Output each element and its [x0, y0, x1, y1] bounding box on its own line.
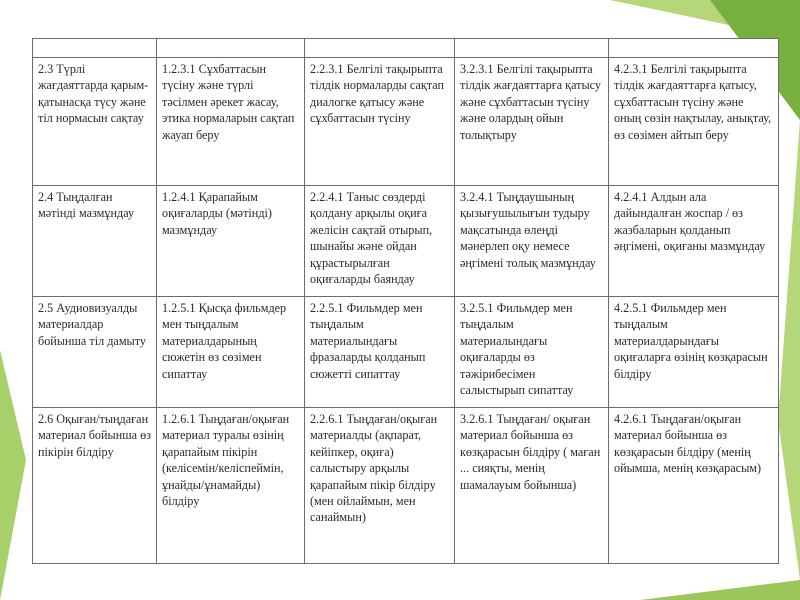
grade4-cell: 4.2.4.1 Алдын ала дайындалған жоспар / өз жазбаларын қолданып әңгімені, оқиғаны мазмұндау	[609, 186, 779, 297]
topic-cell: 2.3 Түрлі жағдаяттарда қарым-қатынасқа түсу және тіл нормасын сақтау	[33, 58, 157, 186]
header-cell	[609, 39, 779, 58]
grade2-cell: 2.2.5.1 Фильмдер мен тыңдалым материалындағы фразаларды қолданып сюжетті сипаттау	[305, 297, 455, 408]
table-row	[33, 297, 779, 408]
table-header-row	[33, 39, 779, 58]
header-cell	[455, 39, 609, 58]
grade2-cell: 2.2.4.1 Таныс сөздерді қолдану арқылы оқиға желісін сақтай отырып, шынайы және ойдан құрастырылған оқиғаларды баяндау	[305, 186, 455, 297]
grade3-cell: 3.2.3.1 Белгілі тақырыпта тілдік жағдаяттарға қатысу және сұхбаттасын түсіну және олардың ойын толықтыру	[455, 58, 609, 186]
table-row	[33, 186, 779, 297]
grade3-cell: 3.2.4.1 Тыңдаушының қызығушылығын тудыру мақсатында өлеңді мәнерлеп оқу немесе әңгімені толық мазмұндау	[455, 186, 609, 297]
header-cell	[157, 39, 305, 58]
grade4-cell: 4.2.3.1 Белгілі тақырыпта тілдік жағдаяттарға қатысу, сұхбаттасын түсіну және оның сөзін нақтылау, анықтау, өз сөзімен айтып беру	[609, 58, 779, 186]
grade1-cell: 1.2.3.1 Сұхбаттасын түсіну және түрлі тәсілмен әрекет жасау, этика нормаларын сақтап жауап беру	[157, 58, 305, 186]
table-row	[33, 408, 779, 564]
decor-triangle-bottom	[640, 580, 800, 600]
grade1-cell: 1.2.4.1 Қарапайым оқиғаларды (мәтінді) мазмұндау	[157, 186, 305, 297]
header-cell	[33, 39, 157, 58]
header-cell	[305, 39, 455, 58]
grade1-cell: 1.2.6.1 Тыңдаған/оқыған материал туралы өзінің қарапайым пікірін (келісемін/келіспеймін, ұнайды/ұнамайды) білдіру	[157, 408, 305, 564]
topic-cell: 2.6 Оқыған/тыңдаған материал бойынша өз пікірін білдіру	[33, 408, 157, 564]
curriculum-table	[32, 38, 779, 564]
decor-triangle-right	[778, 120, 800, 580]
grade1-cell: 1.2.5.1 Қысқа фильмдер мен тыңдалым материалдарының сюжетін өз сөзімен сипаттау	[157, 297, 305, 408]
grade4-cell: 4.2.6.1 Тыңдаған/оқыған материал бойынша өз көзқарасын білдіру (менің ойымша, менің көзқарасым)	[609, 408, 779, 564]
decor-triangle-left	[0, 350, 26, 600]
topic-cell: 2.5 Аудиовизуалды материалдар бойынша тіл дамыту	[33, 297, 157, 408]
topic-cell: 2.4 Тыңдалған мәтінді мазмұндау	[33, 186, 157, 297]
grade3-cell: 3.2.5.1 Фильмдер мен тыңдалым материалындағы оқиғаларды өз тәжірибесімен салыстырып сипаттау	[455, 297, 609, 408]
grade3-cell: 3.2.6.1 Тыңдаған/ оқыған материал бойынша өз көзқарасын білдіру ( маған ... сияқты, менің шамалауым бойынша)	[455, 408, 609, 564]
grade2-cell: 2.2.3.1 Белгілі тақырыпта тілдік нормаларды сақтап диалогке қатысу және сұхбаттасын түсіну	[305, 58, 455, 186]
grade2-cell: 2.2.6.1 Тыңдаған/оқыған материалды (ақпарат, кейіпкер, оқиға) салыстыру арқылы қарапайым пікір білдіру (мен ойлаймын, мен санаймын)	[305, 408, 455, 564]
table-row	[33, 58, 779, 186]
grade4-cell: 4.2.5.1 Фильмдер мен тыңдалым материалдарындағы оқиғаларға өзінің көзқарасын білдіру	[609, 297, 779, 408]
